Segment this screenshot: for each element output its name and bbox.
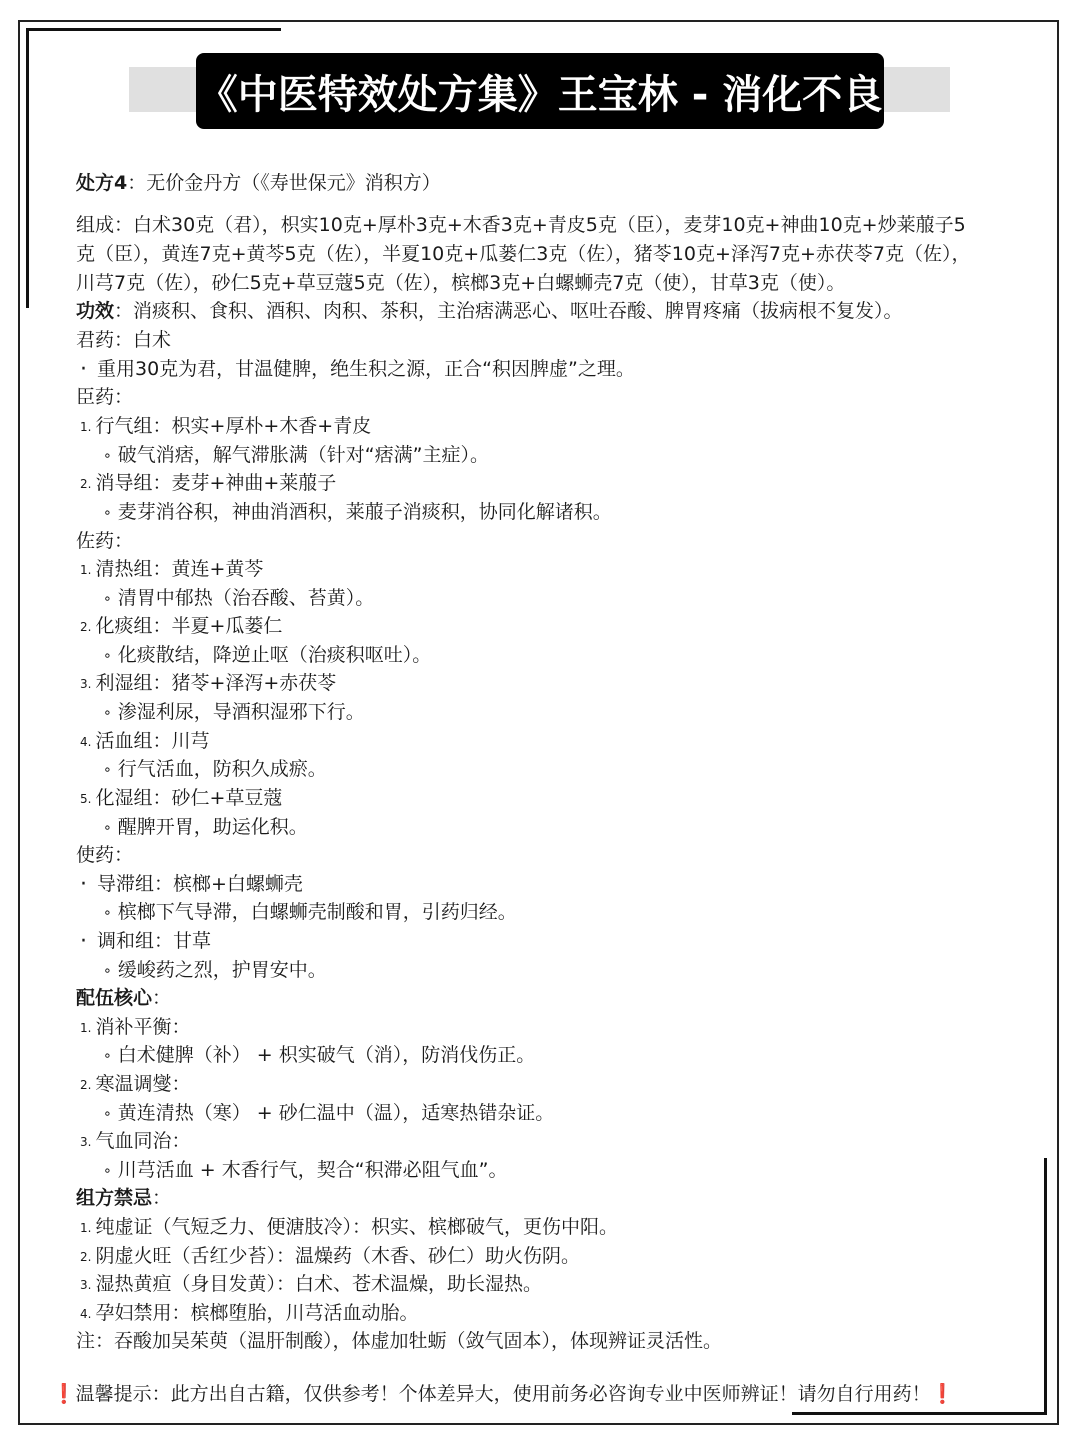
chen-heading: 臣药： <box>76 386 134 408</box>
list-number: 5. <box>80 791 92 806</box>
shi-item-2 <box>80 927 211 955</box>
prescription-line <box>76 169 441 197</box>
list-number: 1. <box>80 1220 92 1235</box>
list-number: 1. <box>80 1020 92 1035</box>
bullet-dot-icon: · <box>80 928 87 954</box>
circle-bullet-icon: ∘ <box>103 1047 112 1064</box>
core-item-2 <box>80 1070 190 1098</box>
chen-item-1 <box>80 412 371 440</box>
circle-bullet-icon: ∘ <box>103 647 112 664</box>
zuo-item-5-desc <box>103 813 308 841</box>
zuo-item-1-desc <box>103 584 374 612</box>
chen-item-title: 行气组：枳实+厚朴+木香+青皮 <box>95 415 372 437</box>
zuo-item-desc: 渗湿利尿，导酒积湿邪下行。 <box>117 701 365 723</box>
zuo-item-desc: 化痰散结，降逆止呕（治痰积呕吐）。 <box>117 644 432 666</box>
taboo-heading-colon: ： <box>152 1187 172 1209</box>
list-number: 2. <box>80 1077 92 1092</box>
taboo-item-1 <box>80 1213 618 1241</box>
bullet-dot-icon: · <box>80 871 87 897</box>
zuo-item-desc: 清胃中郁热（治吞酸、苔黄）。 <box>117 587 375 609</box>
core-item-title: 寒温调燮： <box>95 1073 191 1095</box>
prescription-name: 无价金丹方（《寿世保元》消积方） <box>146 172 441 194</box>
frame-accent-bottom <box>792 1412 1047 1415</box>
note-line: 注：吞酸加吴茱萸（温肝制酸），体虚加牡蛎（敛气固本），体现辨证灵活性。 <box>76 1330 723 1352</box>
zuo-item-title: 化痰组：半夏+瓜蒌仁 <box>95 615 283 637</box>
frame-accent-right <box>1044 1158 1047 1413</box>
jun-bullet-text: 重用30克为君，甘温健脾，绝生积之源，正合“积因脾虚”之理。 <box>97 358 635 380</box>
zuo-heading: 佐药： <box>76 530 134 552</box>
list-number: 1. <box>80 419 92 434</box>
frame-accent-left <box>26 28 29 308</box>
zuo-item-title: 活血组：川芎 <box>95 730 210 752</box>
shi-item-2-desc <box>103 956 327 984</box>
core-heading <box>76 984 171 1012</box>
shi-item-1 <box>80 870 303 898</box>
list-number: 3. <box>80 1277 92 1292</box>
taboo-item-3 <box>80 1270 542 1298</box>
bullet-dot-icon: · <box>80 356 87 382</box>
shi-item-desc: 槟榔下气导滞，白螺蛳壳制酸和胃，引药归经。 <box>117 901 517 923</box>
core-item-desc: 白术健脾（补） + 枳实破气（消），防消伐伤正。 <box>117 1044 536 1066</box>
core-item-desc: 黄连清热（寒） + 砂仁温中（温），适寒热错杂证。 <box>117 1102 555 1124</box>
circle-bullet-icon: ∘ <box>103 447 112 464</box>
zuo-item-title: 清热组：黄连+黄芩 <box>95 558 264 580</box>
circle-bullet-icon: ∘ <box>103 590 112 607</box>
chen-item-2-desc <box>103 498 612 526</box>
composition-line-1: 组成：白术30克（君），枳实10克+厚朴3克+木香3克+青皮5克（臣），麦芽10克+神曲10克+炒莱菔子5 <box>76 214 966 236</box>
list-number: 2. <box>80 1249 92 1264</box>
taboo-item-text: 孕妇禁用：槟榔堕胎，川芎活血动胎。 <box>95 1302 419 1324</box>
circle-bullet-icon: ∘ <box>103 904 112 921</box>
efficacy-line <box>76 297 903 325</box>
shi-item-1-desc <box>103 898 517 926</box>
jun-bullet <box>80 355 635 383</box>
taboo-item-text: 纯虚证（气短乏力、便溏肢冷）：枳实、槟榔破气，更伤中阳。 <box>95 1216 618 1238</box>
list-number: 1. <box>80 562 92 577</box>
circle-bullet-icon: ∘ <box>103 962 112 979</box>
circle-bullet-icon: ∘ <box>103 1105 112 1122</box>
circle-bullet-icon: ∘ <box>103 1162 112 1179</box>
warning-line <box>52 1380 954 1408</box>
prescription-label: 处方4 <box>76 172 128 194</box>
efficacy-label: 功效 <box>76 300 115 322</box>
prescription-colon: ： <box>127 172 147 194</box>
zuo-item-title: 化湿组：砂仁+草豆蔻 <box>95 787 283 809</box>
zuo-item-desc: 醒脾开胃，助运化积。 <box>117 816 308 838</box>
zuo-item-3-desc <box>103 698 365 726</box>
core-item-1-desc <box>103 1041 535 1069</box>
exclamation-icon: ❗ <box>52 1383 76 1405</box>
composition-line-3: 川芎7克（佐），砂仁5克+草豆蔻5克（佐），槟榔3克+白螺蛳壳7克（使），甘草3克（使）。 <box>76 272 846 294</box>
list-number: 3. <box>80 1134 92 1149</box>
chen-item-title: 消导组：麦芽+神曲+莱菔子 <box>95 472 337 494</box>
taboo-item-text: 湿热黄疸（身目发黄）：白术、苍术温燥，助长湿热。 <box>95 1273 542 1295</box>
circle-bullet-icon: ∘ <box>103 761 112 778</box>
list-number: 2. <box>80 476 92 491</box>
core-heading-colon: ： <box>152 987 172 1009</box>
zuo-item-5 <box>80 784 282 812</box>
taboo-item-text: 阴虚火旺（舌红少苔）：温燥药（木香、砂仁）助火伤阴。 <box>95 1245 580 1267</box>
zuo-item-4-desc <box>103 755 327 783</box>
chen-item-desc: 破气消痞，解气滞胀满（针对“痞满”主症）。 <box>117 444 489 466</box>
chen-item-desc: 麦芽消谷积，神曲消酒积，莱菔子消痰积，协同化解诸积。 <box>117 501 612 523</box>
zuo-item-3 <box>80 669 336 697</box>
zuo-item-4 <box>80 727 209 755</box>
circle-bullet-icon: ∘ <box>103 704 112 721</box>
core-item-desc: 川芎活血 + 木香行气，契合“积滞必阻气血”。 <box>117 1159 508 1181</box>
chen-item-1-desc <box>103 441 489 469</box>
list-number: 4. <box>80 734 92 749</box>
zuo-item-2 <box>80 612 282 640</box>
taboo-heading <box>76 1184 171 1212</box>
taboo-heading-text: 组方禁忌 <box>76 1187 153 1209</box>
shi-item-title: 调和组：甘草 <box>97 930 212 952</box>
page-title: 《中医特效处方集》王宝林 - 消化不良 <box>197 71 883 118</box>
list-number: 3. <box>80 676 92 691</box>
taboo-item-2 <box>80 1242 580 1270</box>
core-heading-text: 配伍核心 <box>76 987 153 1009</box>
zuo-item-desc: 行气活血，防积久成瘀。 <box>117 758 327 780</box>
list-number: 4. <box>80 1306 92 1321</box>
chen-item-2 <box>80 469 336 497</box>
circle-bullet-icon: ∘ <box>103 819 112 836</box>
core-item-1 <box>80 1013 190 1041</box>
shi-item-desc: 缓峻药之烈，护胃安中。 <box>117 959 327 981</box>
core-item-3-desc <box>103 1156 507 1184</box>
list-number: 2. <box>80 619 92 634</box>
core-item-title: 气血同治： <box>95 1130 191 1152</box>
circle-bullet-icon: ∘ <box>103 504 112 521</box>
exclamation-icon: ❗ <box>930 1383 955 1405</box>
composition-line-2: 克（臣），黄连7克+黄芩5克（佐），半夏10克+瓜蒌仁3克（佐），猪苓10克+泽泻7克+赤茯苓7克（佐）， <box>76 243 971 265</box>
shi-heading: 使药： <box>76 844 134 866</box>
taboo-item-4 <box>80 1299 418 1327</box>
title-box <box>196 53 884 129</box>
core-item-2-desc <box>103 1099 554 1127</box>
zuo-item-1 <box>80 555 263 583</box>
core-item-title: 消补平衡： <box>95 1016 191 1038</box>
shi-item-title: 导滞组：槟榔+白螺蛳壳 <box>97 873 303 895</box>
jun-heading: 君药：白术 <box>76 329 172 351</box>
zuo-item-2-desc <box>103 641 431 669</box>
efficacy-text: ：消痰积、食积、酒积、肉积、茶积，主治痞满恶心、呕吐吞酸、脾胃疼痛（拔病根不复发）。 <box>114 300 903 322</box>
warning-text: 温馨提示：此方出自古籍，仅供参考！个体差异大，使用前务必咨询专业中医师辨证！请勿自行用药！ <box>75 1383 931 1405</box>
zuo-item-title: 利湿组：猪苓+泽泻+赤茯苓 <box>95 672 337 694</box>
frame-accent-top <box>26 28 281 31</box>
core-item-3 <box>80 1127 190 1155</box>
